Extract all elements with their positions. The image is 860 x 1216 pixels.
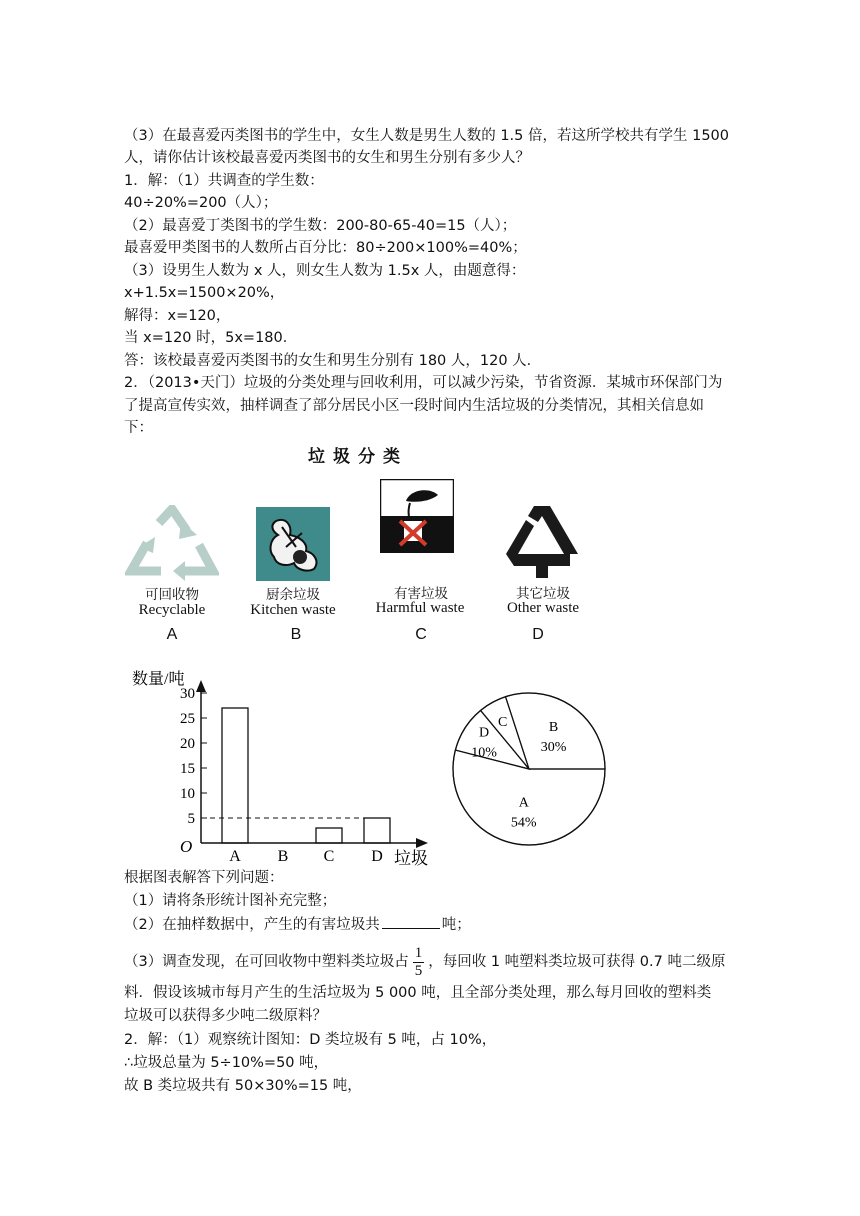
question-3-line1 (124, 942, 725, 982)
solution-line: 答：该校最喜爱丙类图书的女生和男生分别有 180 人，120 人． (124, 353, 542, 369)
recycle-icon (125, 505, 219, 583)
category-d-letter: D (532, 626, 544, 643)
category-b-cn: 厨余垃圾 (266, 587, 320, 603)
bar-chart-origin: O (180, 837, 193, 856)
y-tick-label: 15 (180, 761, 195, 777)
category-c-cn: 有害垃圾 (394, 586, 448, 602)
category-a-letter: A (166, 626, 178, 643)
question-3-text: （3）调查发现，在可回收物中塑料类垃圾占 (124, 954, 409, 970)
solution-line: （3）设男生人数为 x 人，则女生人数为 1.5x 人，由题意得： (124, 263, 526, 279)
pie-slice-label: A (518, 795, 529, 811)
fraction-one-fifth: $\frac{1}{5}$ (414, 944, 423, 979)
y-tick-label: 10 (180, 786, 195, 802)
solution-2-line: ∴垃圾总量为 5÷10%=50 吨， (124, 1055, 329, 1071)
problem-2-line1: 2．（2013•天门）垃圾的分类处理与回收利用，可以减少污染，节省资源．某城市环保部门为 (124, 375, 723, 391)
question-2 (124, 914, 471, 935)
question-3-line3: 垃圾可以获得多少吨二级原料？ (124, 1008, 327, 1024)
y-tick-label: 25 (180, 711, 195, 727)
question-1: （1）请将条形统计图补充完整； (124, 893, 337, 909)
pie-chart (448, 688, 612, 852)
q3-line1: （3）在最喜爱丙类图书的学生中，女生人数是男生人数的 1.5 倍，若这所学校共有学生 1500 (124, 128, 730, 144)
problem-2-line3: 下： (124, 420, 153, 436)
category-d-en: Other waste (506, 600, 580, 616)
category-d-cn: 其它垃圾 (516, 586, 570, 602)
bar-d (364, 818, 390, 843)
category-b-letter: B (290, 626, 302, 643)
solution-line: 40÷20%=200（人）； (124, 195, 278, 211)
y-axis-arrow (196, 680, 206, 692)
figure-title: 垃圾分类 (308, 447, 408, 467)
pie-slice-label: B (548, 720, 559, 736)
other-waste-icon (504, 504, 580, 580)
pie-slice-label: D (479, 725, 490, 741)
question-2-text: （2）在抽样数据中，产生的有害垃圾共 (124, 917, 380, 933)
bar-chart-ylabel: 数量/吨 (132, 671, 185, 688)
category-a-en: Recyclable (138, 602, 206, 618)
pie-slice-percent: 30% (540, 740, 567, 756)
solution-2-header: 2．解：（1）观察统计图知：D 类垃圾有 5 吨，占 10%， (124, 1032, 497, 1048)
answer-blank[interactable] (382, 914, 440, 929)
bar-a (222, 708, 248, 843)
solution-header: 1．解：（1）共调查的学生数： (124, 173, 324, 189)
pie-slice-percent: 54% (510, 815, 537, 831)
solution-line: 最喜爱甲类图书的人数所占百分比：80÷200×100%=40%； (124, 240, 527, 256)
bar-chart (120, 658, 440, 868)
pie-slice-percent: 10% (471, 745, 497, 761)
q3-line2: 人，请你估计该校最喜爱丙类图书的女生和男生分别有多少人？ (124, 150, 530, 166)
x-category-label: D (371, 848, 383, 865)
solution-line: 解得：x=120， (124, 308, 231, 324)
x-category-label: B (277, 848, 289, 865)
x-axis-arrow (416, 838, 428, 848)
y-tick-label: 30 (180, 686, 195, 702)
question-3-text-cont: ，每回收 1 吨塑料类垃圾可获得 0.7 吨二级原 (428, 954, 726, 970)
harmful-waste-icon (380, 479, 454, 553)
question-2-unit: 吨； (441, 917, 471, 933)
solution-line: （2）最喜爱丁类图书的学生数：200-80-65-40=15（人）； (124, 218, 517, 234)
question-3-line2: 料．假设该城市每月产生的生活垃圾为 5 000 吨，且全部分类处理，那么每月回收的塑料类 (124, 985, 712, 1001)
solution-line: 当 x=120 时，5x=180． (124, 330, 298, 346)
category-c-letter: C (415, 626, 427, 643)
problem-2-line2: 了提高宣传实效，抽样调查了部分居民小区一段时间内生活垃圾的分类情况，其相关信息如 (124, 398, 704, 414)
y-tick-label: 5 (187, 811, 195, 827)
y-tick-label: 20 (180, 736, 195, 752)
x-category-label: C (323, 848, 335, 865)
bar-c (316, 828, 342, 843)
questions-intro: 根据图表解答下列问题： (124, 870, 284, 886)
x-category-label: A (229, 848, 241, 865)
solution-line: x+1.5x=1500×20%， (124, 285, 285, 301)
category-b-en: Kitchen waste (250, 602, 336, 618)
category-c-en: Harmful waste (375, 600, 465, 616)
category-a-cn: 可回收物 (145, 587, 199, 603)
bar-chart-xlabel: 垃圾 (394, 849, 428, 868)
solution-2-line: 故 B 类垃圾共有 50×30%=15 吨， (124, 1078, 362, 1094)
kitchen-waste-icon (256, 507, 330, 581)
pie-slice-label: C (497, 715, 508, 731)
